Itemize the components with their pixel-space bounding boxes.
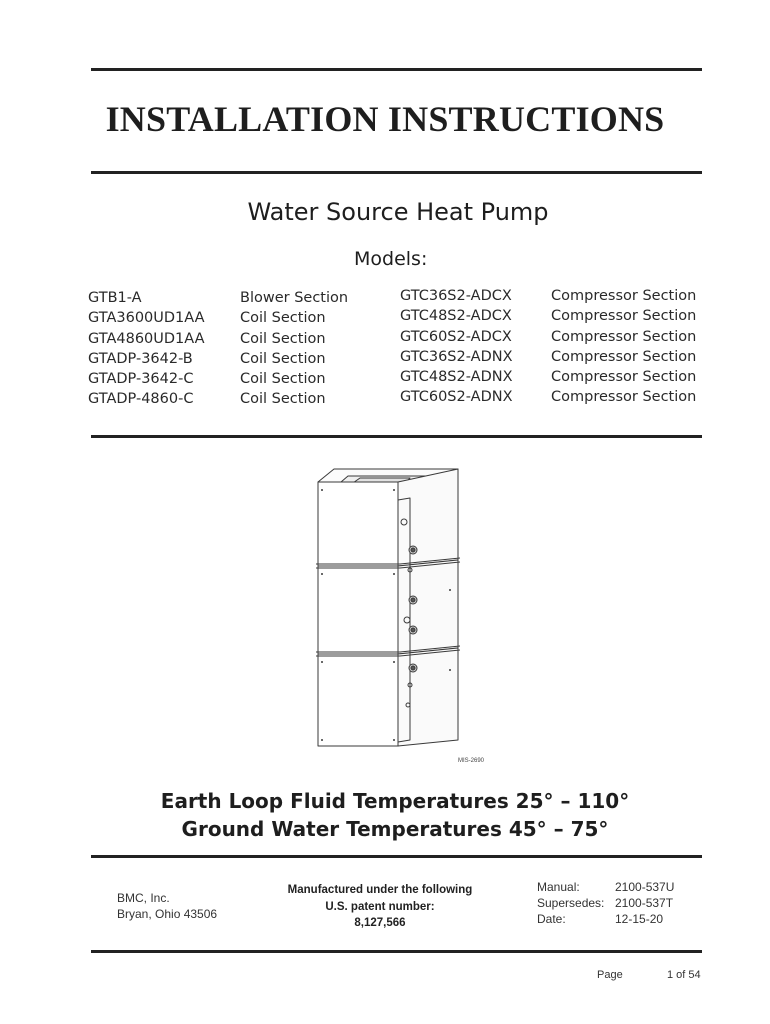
model-code: GTA3600UD1AA	[88, 310, 205, 327]
top-rule	[91, 68, 702, 71]
page-label: Page	[597, 969, 623, 981]
model-code: GTC48S2-ADCX	[400, 308, 512, 325]
company-info	[117, 890, 217, 922]
supersedes-label: Supersedes:	[537, 896, 605, 910]
model-code: GTC60S2-ADNX	[400, 389, 513, 406]
figure-id: MIS-2690	[458, 758, 485, 764]
title-rule	[91, 171, 702, 174]
heat-pump-illustration	[300, 460, 480, 760]
supersedes-value: 2100-537T	[615, 896, 674, 910]
manual-label: Manual:	[537, 880, 580, 894]
document-title: INSTALLATION INSTRUCTIONS	[105, 99, 665, 139]
model-description: Coil Section	[240, 310, 326, 327]
model-description: Coil Section	[240, 330, 326, 347]
model-code: GTC60S2-ADCX	[400, 328, 512, 345]
date-value: 12-15-20	[615, 912, 664, 926]
model-code: GTADP-3642-B	[88, 350, 193, 367]
company-city: Bryan, Ohio 43506	[117, 907, 218, 921]
model-description: Compressor Section	[551, 348, 697, 365]
model-code: GTADP-4860-C	[88, 391, 194, 408]
models-rule	[91, 435, 702, 438]
models-left-codes	[88, 288, 205, 410]
page-number: 1 of 54	[667, 969, 701, 981]
date-row	[537, 911, 674, 927]
model-code: GTC36S2-ADCX	[400, 288, 512, 304]
earth-loop-temperatures: Earth Loop Fluid Temperatures 25° – 110°	[160, 789, 630, 813]
model-description: Compressor Section	[551, 328, 697, 345]
supersedes-row	[537, 895, 674, 911]
model-description: Blower Section	[240, 290, 349, 306]
footer-bottom-rule	[91, 950, 702, 953]
model-description: Coil Section	[240, 391, 326, 408]
manual-row	[537, 879, 674, 895]
model-description: Compressor Section	[551, 308, 697, 325]
patent-info	[280, 882, 480, 932]
manual-value: 2100-537U	[615, 880, 675, 894]
model-code: GTB1-A	[88, 290, 142, 306]
model-description: Compressor Section	[551, 288, 697, 304]
models-right-descriptions	[551, 286, 696, 408]
ground-water-temperatures: Ground Water Temperatures 45° – 75°	[181, 817, 609, 841]
patent-number: 8,127,566	[354, 917, 406, 929]
models-left-descriptions	[240, 288, 348, 410]
date-label: Date:	[537, 912, 566, 926]
model-description: Coil Section	[240, 350, 326, 367]
model-description: Compressor Section	[551, 389, 697, 406]
company-name: BMC, Inc.	[117, 891, 170, 905]
document-subtitle: Water Source Heat Pump	[247, 198, 549, 226]
models-right-codes	[400, 286, 513, 408]
model-code: GTC36S2-ADNX	[400, 348, 513, 365]
model-code: GTADP-3642-C	[88, 371, 194, 388]
model-code: GTC48S2-ADNX	[400, 369, 513, 386]
model-description: Coil Section	[240, 371, 326, 388]
models-heading: Models:	[354, 248, 428, 270]
model-code: GTA4860UD1AA	[88, 330, 205, 347]
model-description: Compressor Section	[551, 369, 697, 386]
manual-info	[537, 879, 674, 927]
patent-line-2: U.S. patent number:	[325, 900, 435, 913]
patent-line-1: Manufactured under the following	[287, 884, 473, 896]
footer-top-rule	[91, 855, 702, 858]
